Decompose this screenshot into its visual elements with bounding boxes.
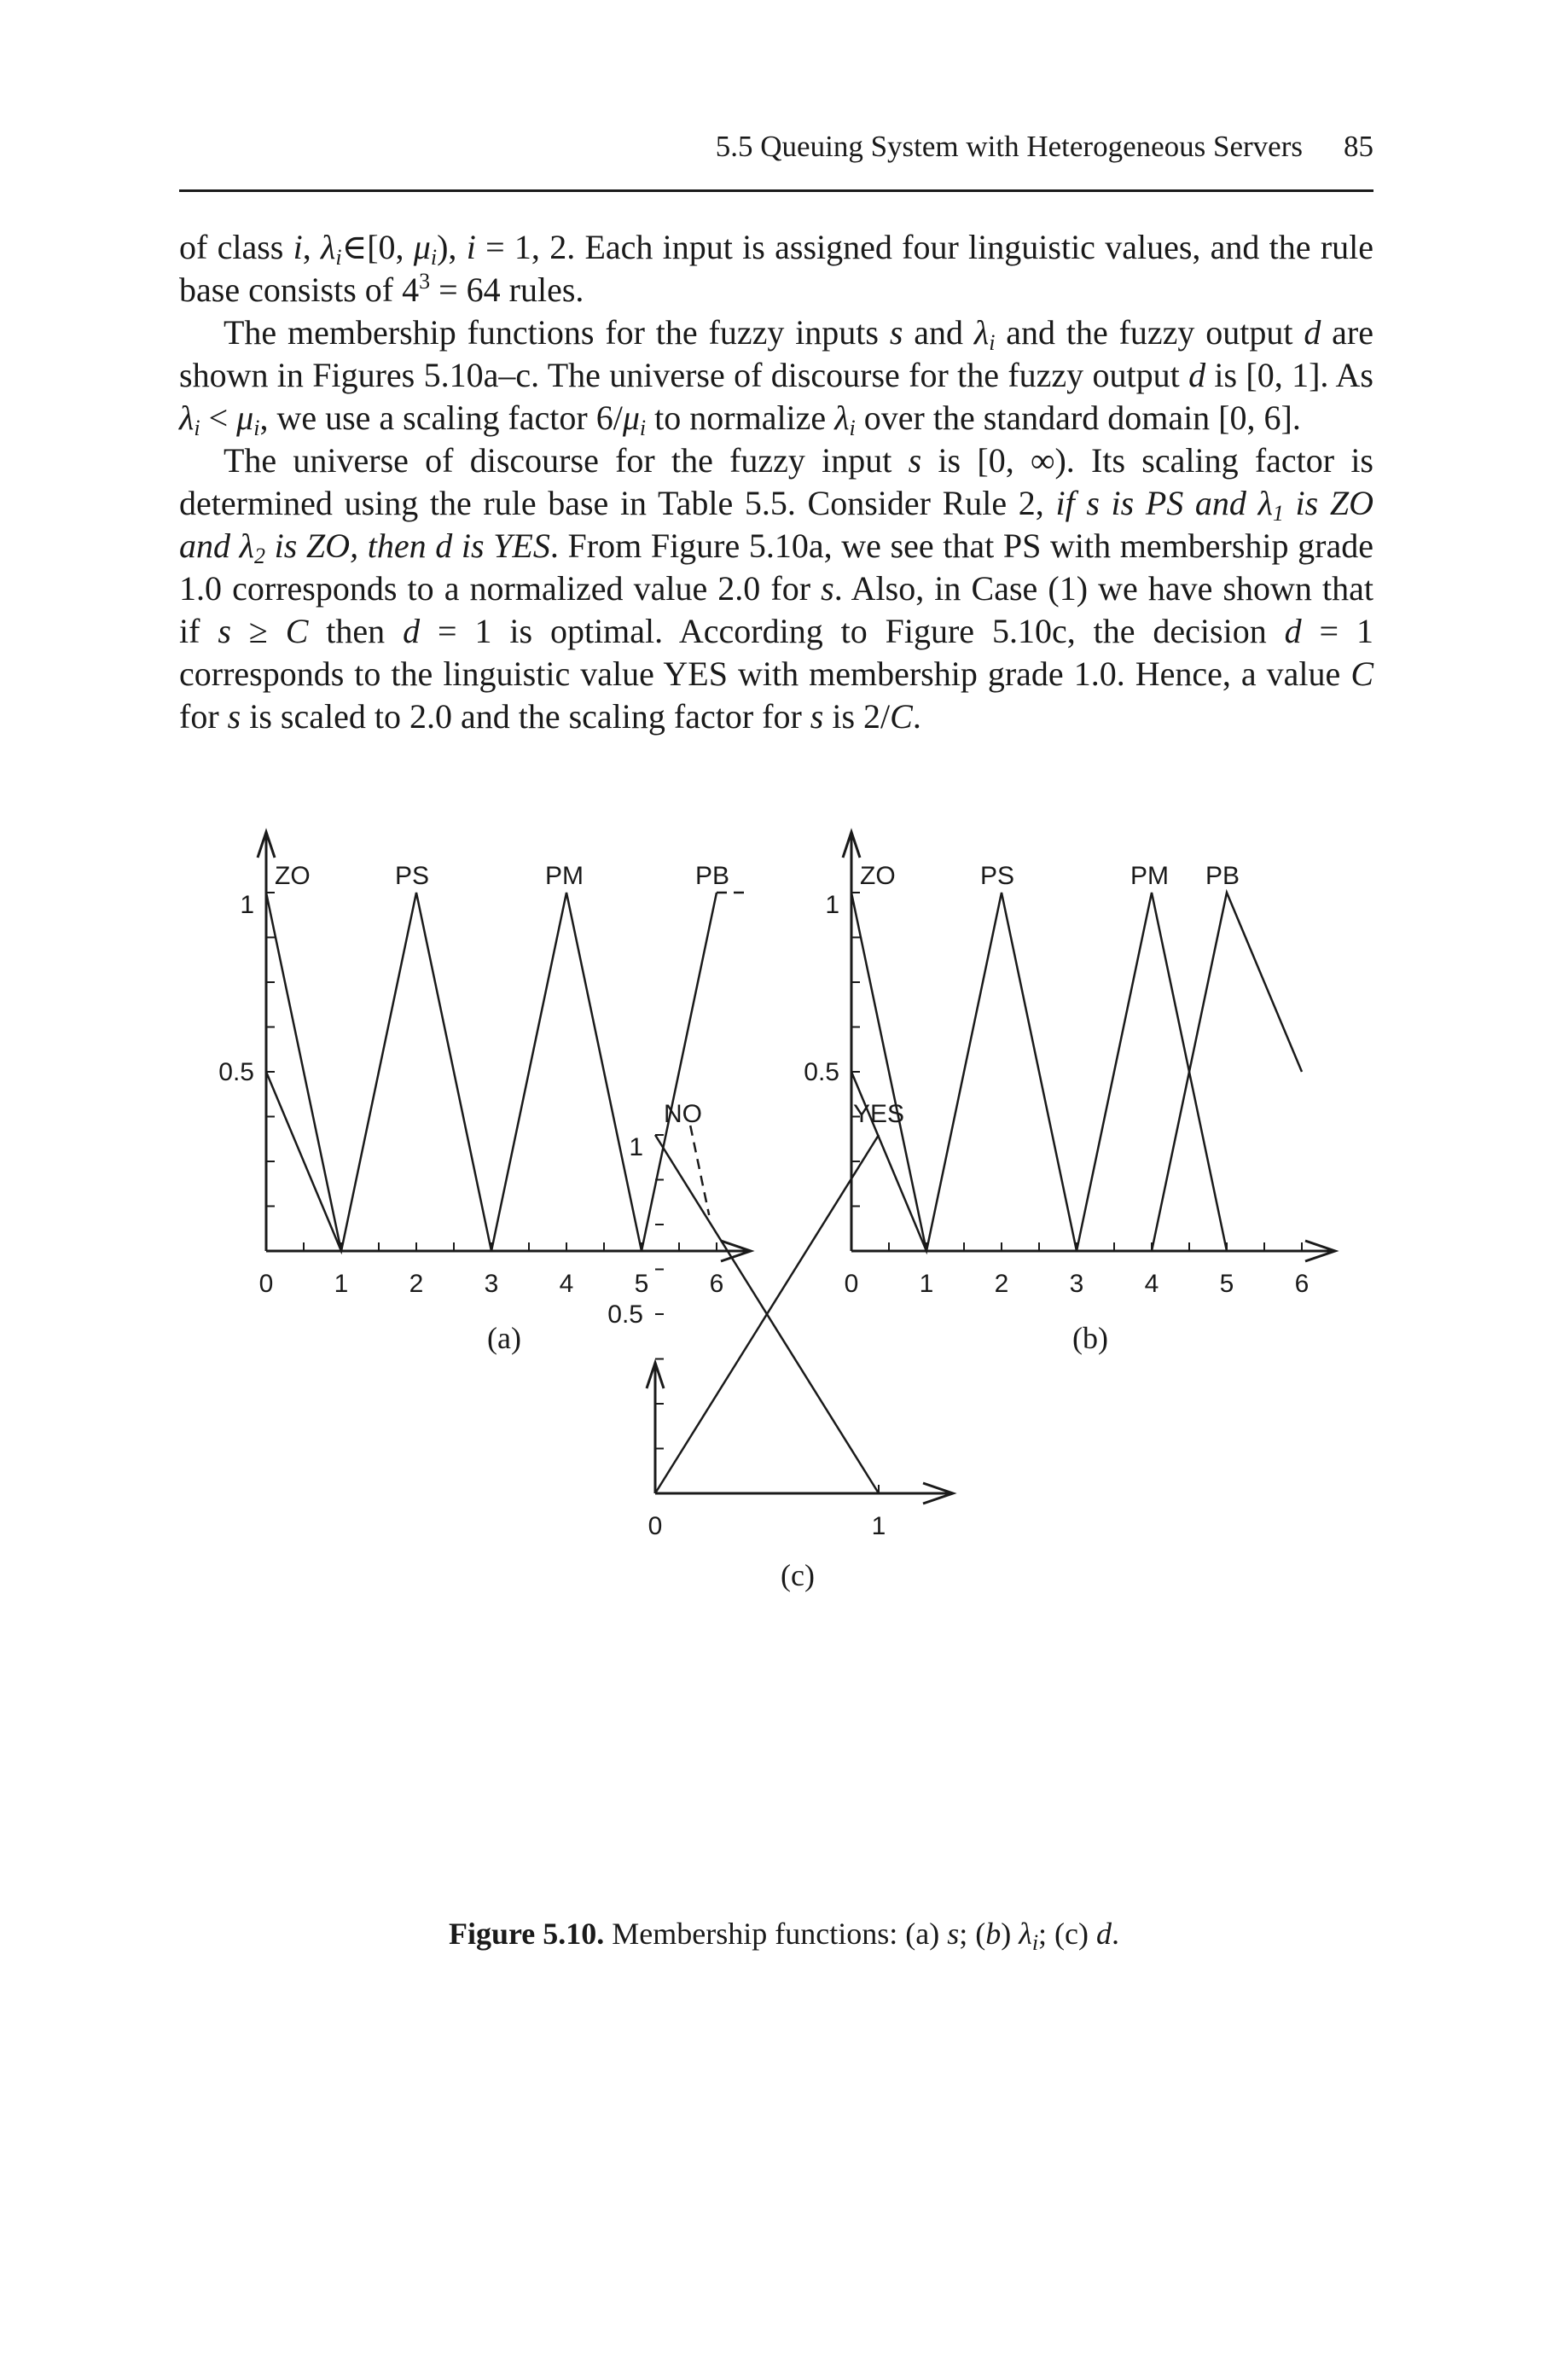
chart-panel-a: [218, 832, 751, 1355]
x-tick-label: 6: [709, 1270, 724, 1298]
page-number: 85: [1344, 130, 1373, 163]
series-label-zo: ZO: [860, 862, 896, 890]
series-label-no: NO: [664, 1100, 702, 1128]
series-label-yes: YES: [853, 1100, 905, 1128]
series-line-zo: [851, 893, 926, 1251]
series-line-pm: [926, 893, 1227, 1251]
y-tick-label: 1: [825, 891, 839, 919]
panel-label: (c): [781, 1558, 815, 1592]
panel-label: (b): [1072, 1321, 1108, 1355]
x-tick-label: 6: [1294, 1270, 1310, 1298]
series-label-pb: PB: [1205, 862, 1240, 890]
x-tick-label: 5: [634, 1270, 649, 1298]
y-tick-label: 1: [629, 1133, 643, 1161]
y-tick-label: 0.5: [804, 1058, 839, 1086]
chart-panel-b: [804, 832, 1335, 1355]
series-dashed-edge-pb: [690, 1126, 709, 1215]
series-label-pm: PM: [1130, 862, 1169, 890]
x-tick-label: 4: [559, 1270, 574, 1298]
paragraph-2: The membership functions for the fuzzy inputs s and $\lambda_i$ and the fuzzy output d are shown in Figures 5.10a–c. The universe of discourse for the fuzzy output d is [0, 1]. As $\lambda_i < \mu_i$, we use a scaling factor $6/\mu_i$ to normalize $\lambda_i$ over the standard domain [0, 6].: [179, 313, 1373, 440]
series-line-ps: [266, 893, 566, 1251]
x-tick-label: 5: [1219, 1270, 1234, 1298]
series-label-ps: PS: [980, 862, 1015, 890]
panel-label: (a): [487, 1321, 521, 1355]
x-tick-label: 3: [484, 1270, 499, 1298]
series-line-ps: [851, 893, 1077, 1251]
series-line-pb: [416, 893, 717, 1251]
series-label-zo: ZO: [275, 862, 311, 890]
series-label-ps: PS: [395, 862, 430, 890]
paragraph-3: The universe of discourse for the fuzzy input s is [0, ∞). Its scaling factor is determined using the rule base in Table 5.5. Consider Rule 2, if s is PS and $\lambda_1$ is ZO and $\lambda_2$ is ZO, then d is YES. From Figure 5.10a, we see that PS with membership grade 1.0 corresponds to a normalized value 2.0 for s. Also, in Case (1) we have shown that if s ≥ C then d = 1 is optimal. According to Figure 5.10c, the decision d = 1 corresponds to the linguistic value YES with membership grade 1.0. Hence, a value C for s is scaled to 2.0 and the scaling factor for s is 2/C.: [179, 441, 1374, 736]
x-tick-label: 1: [871, 1512, 886, 1540]
series-line-pm: [341, 893, 642, 1251]
y-tick-label: 1: [240, 891, 254, 919]
series-line-pb: [1077, 893, 1302, 1251]
y-tick-label: 0.5: [607, 1300, 643, 1329]
series-label-pb: PB: [695, 862, 730, 890]
x-tick-label: 2: [994, 1270, 1009, 1298]
running-header-title: 5.5 Queuing System with Heterogeneous Servers: [715, 130, 1303, 163]
x-tick-label: 0: [258, 1270, 274, 1298]
series-label-pm: PM: [545, 862, 584, 890]
x-tick-label: 1: [334, 1270, 349, 1298]
x-tick-label: 2: [409, 1270, 424, 1298]
x-tick-label: 0: [844, 1270, 859, 1298]
chart-panel-c: [607, 1100, 953, 1592]
series-line-zo: [266, 893, 341, 1251]
y-tick-label: 0.5: [218, 1058, 254, 1086]
x-tick-label: 4: [1144, 1270, 1159, 1298]
x-tick-label: 1: [919, 1270, 934, 1298]
figure-caption: Figure 5.10. Membership functions: (a) s; (b) $\lambda_i$; (c) d.: [448, 1917, 1120, 1955]
x-tick-label: 3: [1069, 1270, 1084, 1298]
paragraph-1: of class i, $\lambda_i\in[0$, $\mu_i$), i = 1, 2. Each input is assigned four linguistic values, and the rule base consists of $4^3 = 64$ rules.: [179, 228, 1374, 309]
x-tick-label: 0: [648, 1512, 663, 1540]
